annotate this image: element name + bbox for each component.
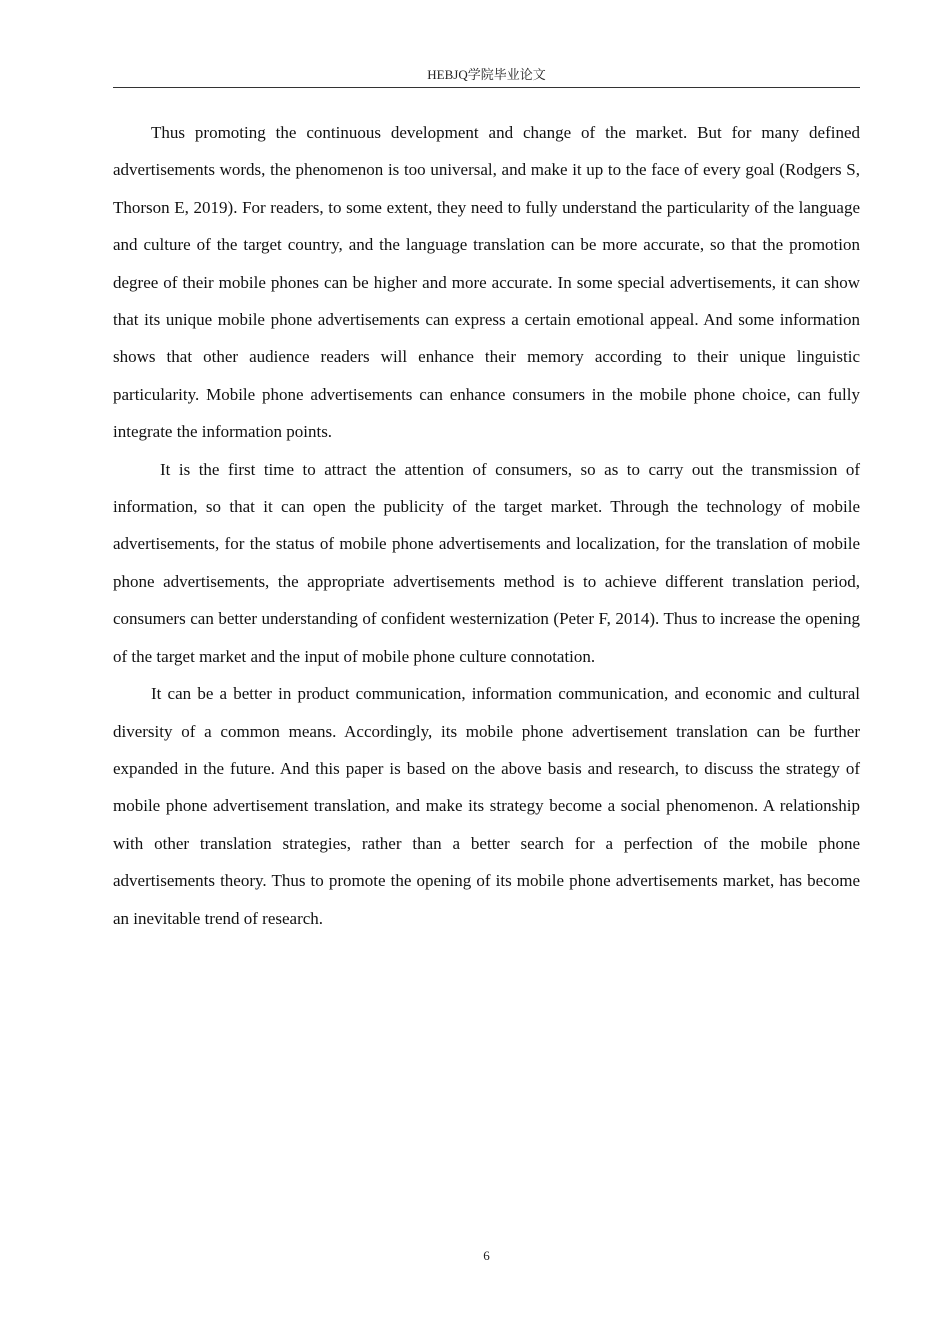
paragraph-3: It can be a better in product communication, information communication, and economic and cultural diversity of a common means. Accordingly, its mobile phone advertisement translation can be further expanded in the future. And this paper is based on the above basis and research, to discuss the strategy of mobile phone advertisement translation, and make its strategy become a social phenomenon. A relationship with other translation strategies, rather than a better search for a perfection of the mobile phone advertisements theory. Thus to promote the opening of its mobile phone advertisements market, has become an inevitable trend of research. bbox=[113, 684, 860, 928]
header-divider bbox=[113, 87, 860, 88]
body-text bbox=[113, 114, 860, 937]
paragraph-2: It is the first time to attract the attention of consumers, so as to carry out the transmission of information, so that it can open the publicity of the target market. Through the technology of mobile advertisements, for the status of mobile phone advertisements and localization, for the translation of mobile phone advertisements, the appropriate advertisements method is to achieve different translation period, consumers can better understanding of confident westernization (Peter F, 2014). Thus to increase the opening of the target market and the input of mobile phone culture connotation. bbox=[113, 459, 860, 666]
page-number: 6 bbox=[483, 1248, 490, 1263]
paragraph-1: Thus promoting the continuous development and change of the market. But for many defined advertisements words, the phenomenon is too universal, and make it up to the face of every goal (Rodgers S, Thorson E, 2019). For readers, to some extent, they need to fully understand the particularity of the language and culture of the target country, and the language translation can be more accurate, so that the promotion degree of their mobile phones can be higher and more accurate. In some special advertisements, it can show that its unique mobile phone advertisements can express a certain emotional appeal. And some information shows that other audience readers will enhance their memory according to their unique linguistic particularity. Mobile phone advertisements can enhance consumers in the mobile phone choice, can fully integrate the information points. bbox=[113, 123, 860, 442]
running-header: HEBJQ学院毕业论文 bbox=[427, 67, 546, 82]
